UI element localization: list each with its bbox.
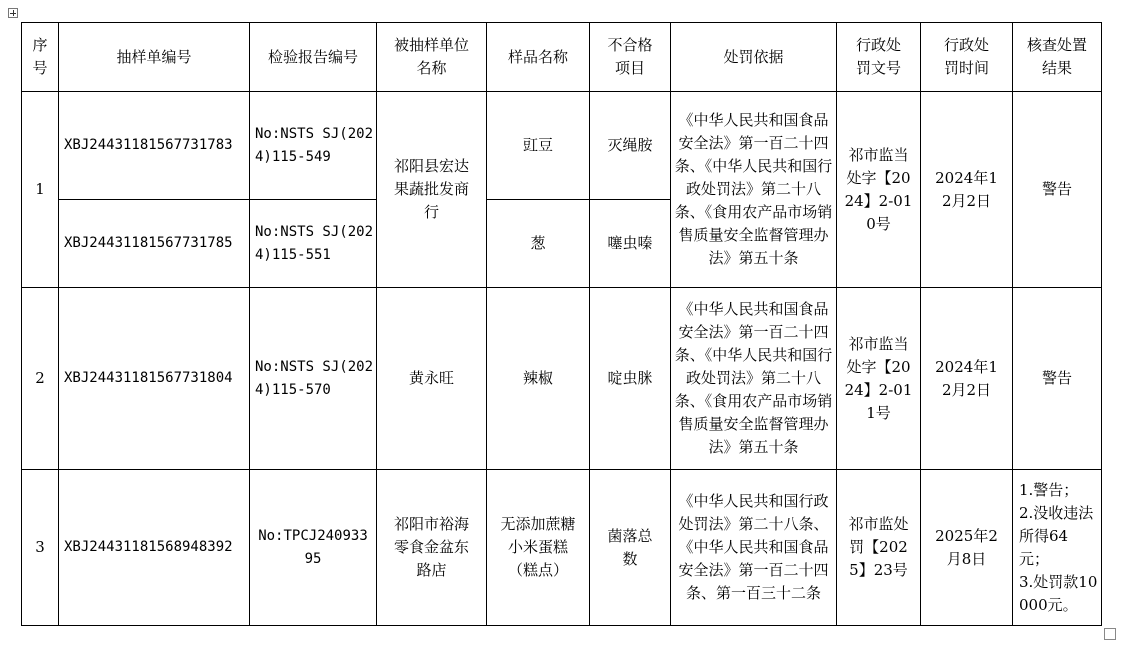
sample-name: 无添加蔗糖小米蛋糕（糕点） <box>487 470 590 626</box>
penalty-doc-no: 祁市监当处字【2024】2-010号 <box>837 92 921 288</box>
penalty-doc-no: 祁市监当处字【2024】2-011号 <box>837 288 921 470</box>
header-sampled-unit: 被抽样单位名称 <box>377 23 487 92</box>
table-move-handle-icon[interactable] <box>8 8 18 18</box>
penalty-time: 2024年12月2日 <box>921 92 1013 288</box>
table-row <box>22 470 1102 626</box>
table-row <box>22 288 1102 470</box>
penalty-time: 2025年2月8日 <box>921 470 1013 626</box>
header-result: 核查处置结果 <box>1013 23 1102 92</box>
row-seq: 1 <box>22 92 59 288</box>
sampled-unit: 祁阳市裕海零食金盆东路店 <box>377 470 487 626</box>
failed-item: 灭绳胺 <box>590 92 671 200</box>
table-row <box>22 92 1102 200</box>
table-resize-handle-icon[interactable] <box>1104 628 1116 640</box>
sampled-unit: 祁阳县宏达果蔬批发商行 <box>377 92 487 288</box>
sample-name: 豇豆 <box>487 92 590 200</box>
header-report-no: 检验报告编号 <box>250 23 377 92</box>
result <box>1013 470 1102 626</box>
result: 警告 <box>1013 92 1102 288</box>
sample-name: 辣椒 <box>487 288 590 470</box>
header-failed-item: 不合格项目 <box>590 23 671 92</box>
penalty-basis: 《中华人民共和国行政处罚法》第二十八条、《中华人民共和国食品安全法》第一百二十四条、第一百三十二条 <box>671 470 837 626</box>
penalty-basis: 《中华人民共和国食品安全法》第一百二十四条、《中华人民共和国行政处罚法》第二十八条、《食用农产品市场销售质量安全监督管理办法》第五十条 <box>671 92 837 288</box>
sample-no: XBJ24431181567731783 <box>59 92 250 200</box>
penalty-table <box>21 22 1102 626</box>
failed-item: 菌落总数 <box>590 470 671 626</box>
sample-no: XBJ24431181567731804 <box>59 288 250 470</box>
failed-item: 啶虫脒 <box>590 288 671 470</box>
failed-item: 噻虫嗪 <box>590 200 671 288</box>
header-sample-name: 样品名称 <box>487 23 590 92</box>
sample-name: 葱 <box>487 200 590 288</box>
result-line: 3.处罚款10000元。 <box>1019 572 1098 614</box>
result: 警告 <box>1013 288 1102 470</box>
result-line: 1.警告； <box>1019 480 1079 499</box>
header-penalty-basis: 处罚依据 <box>671 23 837 92</box>
penalty-basis: 《中华人民共和国食品安全法》第一百二十四条、《中华人民共和国行政处罚法》第二十八条、《食用农产品市场销售质量安全监督管理办法》第五十条 <box>671 288 837 470</box>
row-seq: 2 <box>22 288 59 470</box>
penalty-time: 2024年12月2日 <box>921 288 1013 470</box>
sample-no: XBJ24431181568948392 <box>59 470 250 626</box>
header-penalty-time: 行政处罚时间 <box>921 23 1013 92</box>
header-sample-no: 抽样单编号 <box>59 23 250 92</box>
report-no: No:NSTS SJ(2024)115-549 <box>250 92 377 200</box>
header-row <box>22 23 1102 92</box>
penalty-doc-no: 祁市监处罚【2025】23号 <box>837 470 921 626</box>
report-no: No:NSTS SJ(2024)115-570 <box>250 288 377 470</box>
result-line: 2.没收违法所得64元； <box>1019 503 1094 568</box>
report-no: No:NSTS SJ(2024)115-551 <box>250 200 377 288</box>
sample-no: XBJ24431181567731785 <box>59 200 250 288</box>
header-penalty-doc-no: 行政处罚文号 <box>837 23 921 92</box>
sampled-unit: 黄永旺 <box>377 288 487 470</box>
row-seq: 3 <box>22 470 59 626</box>
header-seq: 序号 <box>22 23 59 92</box>
report-no: No:TPCJ24093395 <box>250 470 377 626</box>
